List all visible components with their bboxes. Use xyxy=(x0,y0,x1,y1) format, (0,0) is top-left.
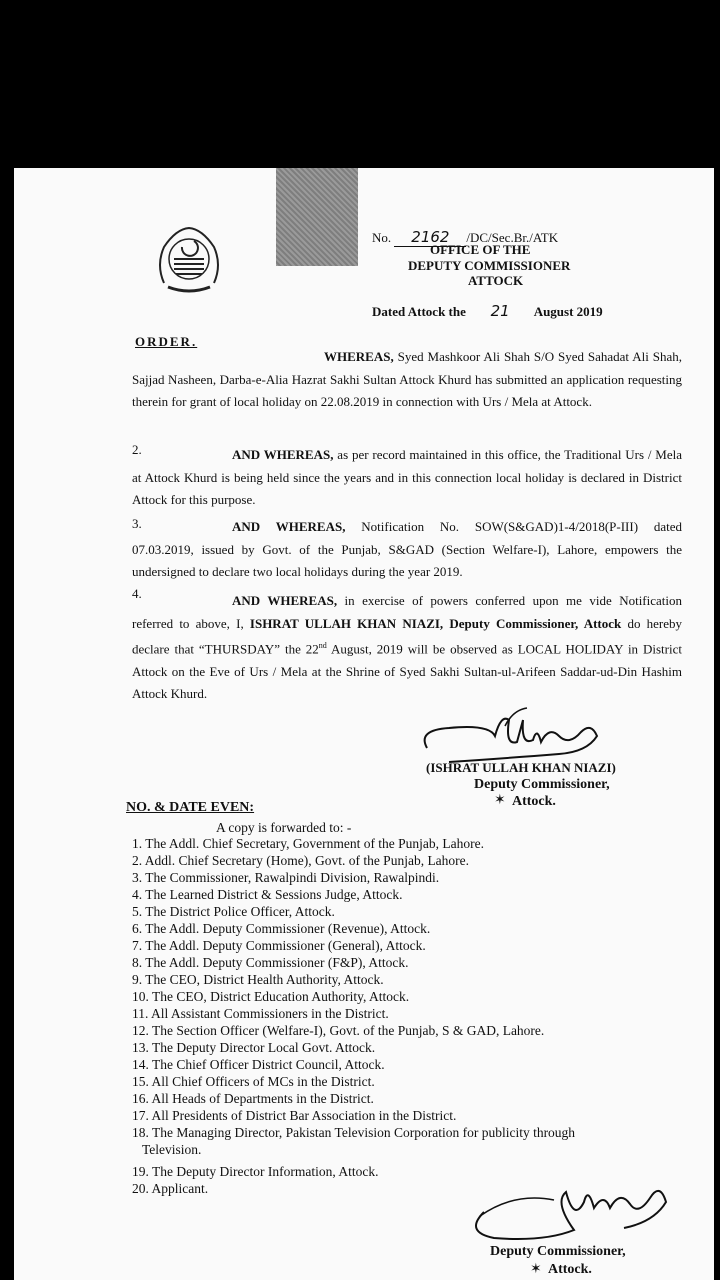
copy-item: 11. All Assistant Commissioners in the District. xyxy=(132,1006,389,1021)
paragraph-4 xyxy=(132,590,682,706)
signature2-place: Attock. xyxy=(548,1262,592,1277)
p4-text-a: in exercise of powers conferred upon me vide Notification referred to above, I, xyxy=(132,593,683,631)
office-line-2: DEPUTY COMMISSIONER xyxy=(408,258,571,273)
handwritten-signature-2 xyxy=(454,1172,684,1250)
copy-item: 17. All Presidents of District Bar Association in the District. xyxy=(132,1108,457,1123)
document-page xyxy=(14,168,714,1280)
copy-item: 19. The Deputy Director Information, Attock. xyxy=(132,1164,379,1179)
copy-item: 2. Addl. Chief Secretary (Home), Govt. of the Punjab, Lahore. xyxy=(132,853,470,868)
copy-item: 3. The Commissioner, Rawalpindi Division, Rawalpindi. xyxy=(132,870,440,885)
copy-item: 4. The Learned District & Sessions Judge, Attock. xyxy=(132,887,403,902)
p2-text: as per record maintained in this office, the Traditional Urs / Mela at Attock Khurd is being held since the years and in this connection local holiday is declared in District Attock for this purpose. xyxy=(132,447,683,507)
paragraph-2 xyxy=(132,444,682,512)
dated-day: 21 xyxy=(490,302,510,320)
copy-item: 18. The Managing Director, Pakistan Television Corporation for publicity through xyxy=(132,1125,576,1140)
copy-intro: A copy is forwarded to: - xyxy=(216,820,352,835)
p1-text: Syed Mashkoor Ali Shah S/O Syed Sahadat Ali Shah, Sajjad Nasheen, Darba-e-Alia Hazrat Sakhi Sultan Attock Khurd has submitted an application requesting therein for grant of local holiday on 22.08.2019 in connection with Urs / Mela at Attock. xyxy=(132,349,682,409)
p4-text-b: do hereby declare that “THURSDAY” the 22 xyxy=(132,615,683,657)
copy-item: 15. All Chief Officers of MCs in the District. xyxy=(132,1074,375,1089)
ref-suffix: /DC/Sec.Br./ATK xyxy=(466,230,559,245)
office-line-3: ATTOCK xyxy=(468,273,524,288)
dated-line xyxy=(372,302,603,320)
copy-item: 6. The Addl. Deputy Commissioner (Revenue), Attock. xyxy=(132,921,431,936)
paragraph-1 xyxy=(132,346,682,414)
copy-item: 9. The CEO, District Health Authority, Attock. xyxy=(132,972,384,987)
p3-text: Notification No. SOW(S&GAD)1-4/2018(P-III) dated 07.03.2019, issued by Govt. of the Punjab, S&GAD (Section Welfare-I), Lahore, empowers the undersigned to declare two local holidays during the year 2019. xyxy=(132,519,682,579)
copy-item: 1. The Addl. Chief Secretary, Government of the Punjab, Lahore. xyxy=(132,836,485,851)
signatory-name: (ISHRAT ULLAH KHAN NIAZI) xyxy=(426,760,616,775)
p4-number: 4. xyxy=(132,586,142,601)
p2-lead: AND WHEREAS, xyxy=(232,447,334,462)
p4-name: ISHRAT ULLAH KHAN NIAZI, Deputy Commissioner, Attock xyxy=(249,615,622,631)
punjab-emblem-icon xyxy=(154,225,224,301)
p2-number: 2. xyxy=(132,442,142,457)
copy-heading: NO. & DATE EVEN: xyxy=(126,800,255,815)
paragraph-3 xyxy=(132,516,682,584)
copy-item: 16. All Heads of Departments in the District. xyxy=(132,1091,374,1106)
dated-label: Dated Attock the xyxy=(372,304,466,319)
copy-item: 7. The Addl. Deputy Commissioner (General), Attock. xyxy=(132,938,426,953)
p3-number: 3. xyxy=(132,516,142,531)
signatory-place: Attock. xyxy=(512,794,556,809)
p3-lead: AND WHEREAS, xyxy=(232,519,346,534)
star-mark-icon-2: ✶ xyxy=(530,1262,542,1277)
copy-item: 14. The Chief Officer District Council, Attock. xyxy=(132,1057,385,1072)
copy-item: 10. The CEO, District Education Authority, Attock. xyxy=(132,989,410,1004)
dated-month-year: August 2019 xyxy=(533,304,603,319)
copy-item: 13. The Deputy Director Local Govt. Attock. xyxy=(132,1040,376,1055)
copy-item: 8. The Addl. Deputy Commissioner (F&P), Attock. xyxy=(132,955,409,970)
copy-item: 12. The Section Officer (Welfare-I), Govt. of the Punjab, S & GAD, Lahore. xyxy=(132,1023,545,1038)
p4-sup: nd xyxy=(318,641,327,650)
p4-text-c: August, 2019 will be observed as LOCAL HOLIDAY in District Attock on the Eve of Urs / Mela at the Shrine of Syed Sakhi Sultan-ul-Arifeen Saddar-ud-Din Hashim Attock Khurd. xyxy=(132,641,682,702)
p1-lead: WHEREAS, xyxy=(324,349,394,364)
signatory-designation: Deputy Commissioner, xyxy=(474,777,610,792)
p4-lead: AND WHEREAS, xyxy=(232,593,338,608)
office-line-1: OFFICE OF THE xyxy=(430,242,531,257)
redaction-block xyxy=(276,168,358,266)
order-heading: ORDER. xyxy=(135,334,198,349)
signature2-designation: Deputy Commissioner, xyxy=(490,1244,626,1259)
star-mark-icon: ✶ xyxy=(494,793,506,808)
copy-item: 20. Applicant. xyxy=(132,1181,209,1196)
no-value: 2162 xyxy=(394,228,466,247)
no-label: No. xyxy=(372,230,392,245)
copy-item-continued: Television. xyxy=(142,1142,202,1157)
copy-item: 5. The District Police Officer, Attock. xyxy=(132,904,335,919)
